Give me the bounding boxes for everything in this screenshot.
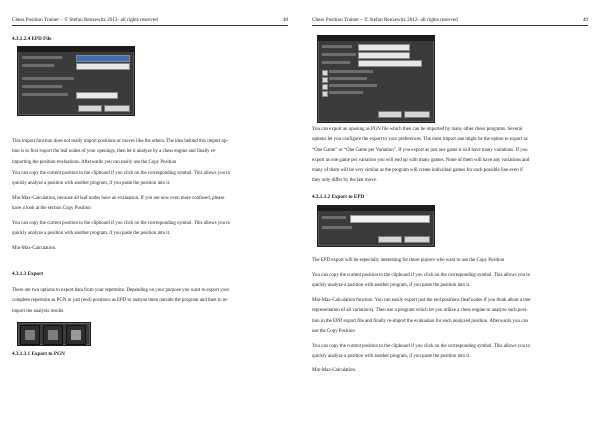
text-line: have a look at the section Copy Position [12, 206, 91, 212]
dialog-cancel-button [104, 105, 130, 112]
dialog-label [322, 216, 346, 219]
dialog-label [329, 77, 367, 80]
text-line: import the analysis results. [12, 308, 65, 314]
text-line: You can export an opening as PGN file which then can be imported by many other chess programs. Several [312, 127, 523, 132]
dialog-titlebar [318, 206, 434, 211]
paragraph-copy-position [312, 271, 588, 292]
dialog-checkbox [322, 84, 328, 90]
page-number: 49 [582, 17, 588, 23]
paragraph-min-max-function [312, 296, 588, 337]
text-line: quickly analyze a position with another program, if you paste the position into it. [312, 354, 471, 360]
dialog-cancel-button [404, 236, 430, 243]
page-header [312, 15, 588, 26]
dialog-label [322, 45, 352, 48]
dialog-field [76, 92, 118, 99]
text-line: options let you configure the export to your preferences. The most import one might be the option to export as [312, 137, 528, 143]
export-toolbar-screenshot [17, 322, 91, 346]
dialog-label [22, 64, 54, 67]
dialog-label [329, 70, 373, 73]
dialog-titlebar [18, 47, 134, 52]
paragraph-min-max-2: Min-Max-Calculation. [12, 246, 57, 251]
dialog-label [322, 53, 356, 56]
text-line: importing the position evaluations. Afterwards you can easily use the Copy Position [12, 159, 177, 165]
text-line: Min-Max-Calculation, because all leaf nodes have an evaluation. If you are now even more confused, please [12, 196, 225, 201]
text-line: You can copy the current position to the clipboard if you click on the corresponding symbol. This allows you to [12, 171, 231, 176]
left-page [6, 0, 294, 424]
dialog-field [358, 44, 410, 51]
text-line: use the Copy Position [312, 328, 355, 334]
pgn-export-dialog-screenshot [317, 35, 435, 123]
paragraph-min-max-end: Min-Max-Calculation. [312, 368, 357, 373]
text-line: You can copy the current position to the clipboard if you click on the corresponding symbol. This allows you to [312, 273, 531, 278]
epd-import-dialog-screenshot [17, 46, 135, 116]
dialog-checkbox [322, 77, 328, 83]
text-line: export as one game per variation you will end up with many games. None of them will have any variations and [312, 157, 530, 163]
text-line: You can copy the current position to the clipboard if you click on the corresponding symbol. This allows you to [312, 344, 531, 349]
dialog-label [322, 226, 352, 229]
dialog-path-field [350, 215, 430, 223]
dialog-label [329, 84, 377, 87]
dialog-ok-button [78, 105, 102, 112]
text-line: Min-Max-Calculation function. You can easily export just the end positions (leaf nodes if you think about a tree [312, 298, 531, 303]
text-line: quickly analyze a position with another program, if you paste the position into it. [312, 283, 471, 289]
text-line: This import function does not really import positions or moves like the others. The idea behind this import op- [12, 139, 229, 144]
text-line: many of them will be very similar as the program will create individual games for each possible line even if [312, 168, 523, 174]
page-number: 48 [282, 17, 288, 23]
text-line: they only differ by the last move. [312, 178, 377, 184]
text-line: quickly analyze a position with another program, if you paste the position into it. [12, 181, 171, 187]
section-heading-epd-file: 4.3.1.2.4 EPD File [12, 36, 52, 42]
paragraph-copy-position [12, 169, 288, 190]
right-page [306, 0, 594, 424]
text-line: tion in the EPD export file and finally re-import the evaluation for each analyzed position. Afterwards you can [312, 318, 528, 324]
text-line: tion is to first export the leaf nodes of your openings, then let it analyze by a chess engine and finally re- [12, 149, 217, 155]
paragraph-pgn-export [312, 125, 588, 187]
paragraph-copy-position-2 [12, 219, 288, 240]
dialog-checkbox [322, 70, 328, 76]
dialog-ok-button [378, 236, 402, 243]
page-header [12, 15, 288, 26]
section-heading-export-pgn: 4.3.1.3.1 Export to PGN [12, 351, 65, 357]
text-line: representation of all variations). Then use a program which let you utilize a chess engine to analyze such posi- [312, 308, 528, 314]
dialog-field [76, 63, 130, 70]
text-line: “One Game” or “One Game per Variation”. If you export as just one game it will have many variations. If you [312, 147, 528, 153]
section-heading-export-epd: 4.3.1.3.2 Export to EPD [312, 194, 365, 200]
dialog-label [22, 93, 68, 96]
paragraph-min-max [12, 194, 288, 215]
header-title: Chess Position Trainer – © Stefan Renzewitz 2012- all rights reserved [312, 17, 458, 23]
epd-export-dialog-screenshot [317, 205, 435, 247]
text-line: You can copy the current position to the clipboard if you click on the corresponding symbol. This allows you to [12, 221, 231, 226]
dialog-field [358, 60, 422, 67]
paragraph-copy-position-2 [312, 342, 588, 363]
toolbar-tile [43, 325, 63, 345]
dialog-ok-button [378, 111, 402, 118]
dialog-label [22, 85, 62, 88]
dialog-checkbox [322, 91, 328, 97]
paragraph-export [12, 286, 288, 317]
paragraph-import-intro [12, 137, 288, 168]
dialog-cancel-button [404, 111, 430, 118]
text-line: There are two options to export data from your repertoire. Depending on your purpose you want to export your [12, 288, 230, 293]
export-toolbar-icon [66, 325, 86, 345]
toolbar-tile [20, 325, 40, 345]
dialog-label [22, 77, 74, 80]
text-line: quickly analyze a position with another program, if you paste the position into it. [12, 231, 171, 237]
text-line: complete repertoire as PGN or just (end) positions as EPD to analyse them outside the program and then to re- [12, 298, 229, 304]
dialog-label [322, 61, 350, 64]
dialog-field-selected [76, 55, 130, 62]
paragraph-epd-intro: The EPD export will be especially interesting for those players who want to use the Copy Position [312, 258, 505, 263]
dialog-field [358, 52, 410, 59]
dialog-label [329, 91, 363, 94]
dialog-titlebar [318, 36, 434, 41]
header-title: Chess Position Trainer – © Stefan Renzewitz 2012- all rights reserved [12, 17, 158, 23]
dialog-label [22, 56, 62, 59]
section-heading-export: 4.3.1.3 Export [12, 271, 44, 277]
